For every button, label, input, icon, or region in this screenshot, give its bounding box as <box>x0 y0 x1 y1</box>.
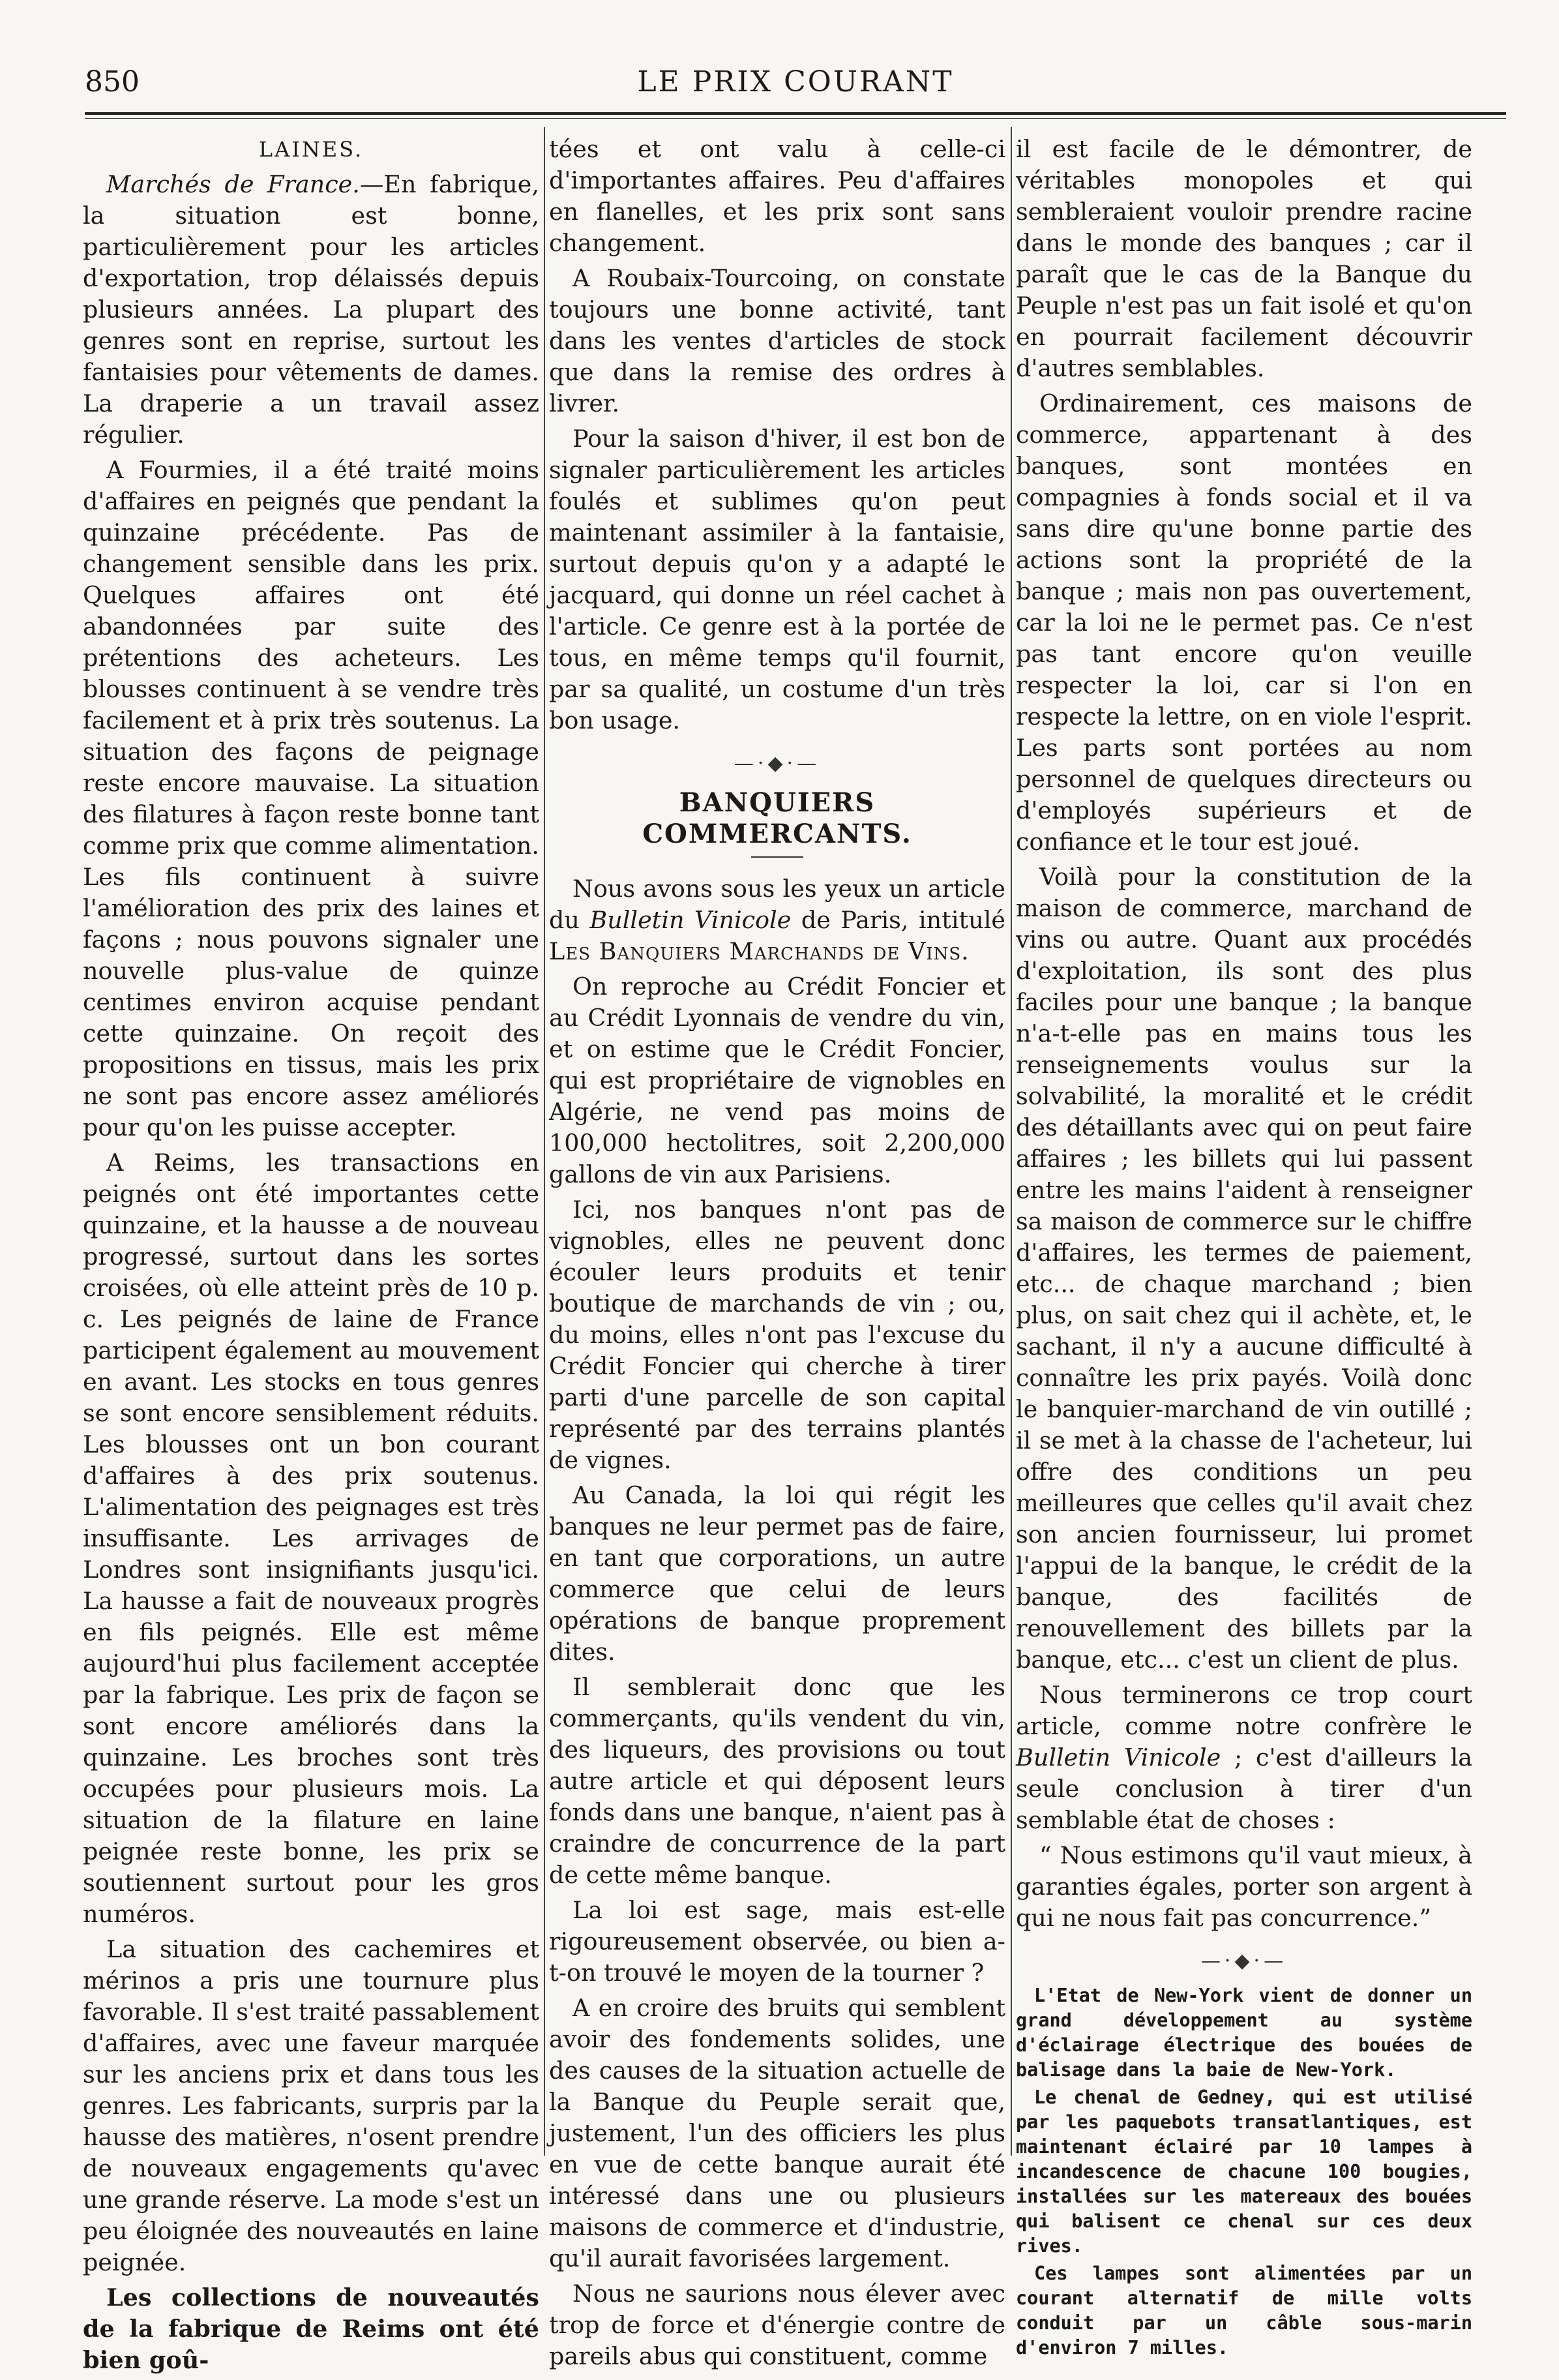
column-2 <box>549 134 1005 2376</box>
heading-rule <box>751 856 803 858</box>
paragraph-text: Nous terminerons ce trop court article, comme notre confrère le <box>1016 1681 1472 1740</box>
quote-paragraph: “ Nous estimons qu'il vaut mieux, à garanties égales, porter son argent à qui ne nous fait pas concurrence.” <box>1016 1841 1472 1932</box>
paragraph: A Reims, les transactions en peignés ont été importantes cette quinzaine, et la hausse a de nouveau progressé, surtout dans les sortes croisées, où elle atteint près de 10 p. c. Les peignés de laine de France participent également au mouvement en avant. Les stocks en tous genres se sont encore sensiblement réduits. Les blousses ont un bon courant d'affaires à des prix soutenus. L'alimentation des peignages est très insuffisante. Les arrivages de Londres sont insignifiants jusqu'ici. La hausse a fait de nouveaux progrès en fils peignés. Elle est même aujourd'hui plus facilement acceptée par la fabrique. Les prix de façon se sont encore améliorés dans la quinzaine. Les broches sont très occupées pour plusieurs mois. La situation de la filature en laine peignée reste bonne, les prix se soutiennent surtout pour les gros numéros. <box>83 1149 539 1928</box>
paragraph: tées et ont valu à celle-ci d'importantes affaires. Peu d'affaires en flanelles, et les prix sont sans changement. <box>549 135 1005 257</box>
column-divider <box>1011 127 1012 2156</box>
page-header <box>85 65 1506 111</box>
paragraph: L'Etat de New-York vient de donner un grand développement au système d'éclairage électrique des bouées de balisage dans la baie de New-York. <box>1016 1985 1472 2081</box>
section-heading-banquiers: BANQUIERS COMMERCANTS. <box>642 787 912 849</box>
paragraph: La loi est sage, mais est-elle rigoureusement observée, ou bien a-t-on trouvé le moyen de la tourner ? <box>549 1896 1005 1987</box>
journal-title: LE PRIX COURANT <box>637 65 954 98</box>
paragraph: A Fourmies, il a été traité moins d'affaires en peignés que pendant la quinzaine précédente. Pas de changement sensible dans les prix. Quelques affaires ont été abandonnées par suite des prétentions des acheteurs. Les blousses continuent à se vendre très facilement et à prix très soutenus. La situation des façons de peignage reste encore mauvaise. La situation des filatures à façon reste bonne tant comme prix que comme alimentation. Les fils continuent à suivre l'amélioration des prix des laines et façons ; nous pouvons signaler une nouvelle plus-value de quinze centimes environ acquise pendant cette quinzaine. On reçoit des propositions en tissus, mais les prix ne sont pas encore assez améliorés pour qu'on les puisse accepter. <box>83 456 539 1141</box>
paragraph-text: ; c'est d'ailleurs la seule conclusion à tirer d'un semblable état de choses : <box>1016 1743 1472 1834</box>
paragraph: Ces lampes sont alimentées par un courant alternatif de mille volts conduit par un câble sous-marin d'environ 7 milles. <box>1016 2263 1472 2358</box>
paragraph: Le chenal de Gedney, qui est utilisé par les paquebots transatlantiques, est maintenant éclairé par 10 lampes à incandescence de chacune 100 bougies, installées sur les matereaux des bouées qui balisent ce chenal sur ces deux rives. <box>1016 2086 1472 2257</box>
column-3 <box>1016 134 1472 2363</box>
subheading-marches: Marchés de France. <box>106 170 360 198</box>
paragraph: Nous ne saurions nous élever avec trop de force et d'énergie contre de pareils abus qui constituent, comme <box>549 2280 1005 2370</box>
paragraph: Les collections de nouveautés de la fabrique de Reims ont été bien goû- <box>83 2283 539 2374</box>
paragraph <box>1016 1680 1472 1836</box>
paragraph <box>83 169 539 451</box>
paragraph: Ici, nos banques n'ont pas de vignobles, elles ne peuvent donc écouler leurs produits et tenir boutique de marchands de vin ; ou, du moins, elles n'ont pas l'excuse du Crédit Foncier qui cherche à tirer parti d'une parcelle de son capital représenté par des terrains plantés de vignes. <box>549 1196 1005 1474</box>
column-divider <box>544 127 545 2156</box>
ornament-divider: —·◆·— <box>1200 1950 1288 1972</box>
paragraph: Au Canada, la loi qui régit les banques ne leur permet pas de faire, en tant que corporations, un autre commerce que celui de leurs opérations de banque proprement dites. <box>549 1481 1005 1666</box>
header-rule-thin <box>85 118 1506 119</box>
section-heading-laines: LAINES. <box>258 137 364 162</box>
paragraph-text: Nous avons sous les yeux un article du <box>549 875 1005 934</box>
paragraph: La situation des cachemires et mérinos a pris une tournure plus favorable. Il s'est traité passablement d'affaires, avec une faveur marquée sur les anciens prix et dans tous les genres. Les fabricants, surpris par la hausse des matières, n'osent prendre de nouveaux engagements qu'avec une grande réserve. La mode s'est un peu éloignée des nouveautés en laine peignée. <box>83 1935 539 2276</box>
paragraph-text: de Paris, intitulé <box>791 906 1005 934</box>
publication-name: Bulletin Vinicole <box>1016 1743 1221 1771</box>
publication-name: Bulletin Vinicole <box>589 906 792 934</box>
paragraph: Il semblerait donc que les commerçants, qu'ils vendent du vin, des liqueurs, des provisions ou tout autre article et qui déposent leurs fonds dans une banque, n'aient pas à craindre de concurrence de la part de cette même banque. <box>549 1673 1005 1889</box>
paragraph: Ordinairement, ces maisons de commerce, appartenant à des banques, sont montées en compagnies à fonds social et il va sans dire qu'une bonne partie des actions sont la propriété de la banque ; mais non pas ouvertement, car la loi ne le permet pas. Ce n'est pas tant encore qu'on veuille respecter la loi, car si l'on en respecte la lettre, on en viole l'esprit. Les parts sont portées au nom personnel de quelques directeurs ou d'employés supérieurs et de confiance et le tour est joué. <box>1016 389 1472 856</box>
paragraph: Voilà pour la constitution de la maison de commerce, marchand de vins ou autre. Quant aux procédés d'exploitation, ils sont des plus faciles pour une banque ; la banque n'a-t-elle pas en mains tous les renseignements voulus sur la solvabilité, la moralité et le crédit des détaillants avec qui on peut faire affaires ; les billets qui lui passent entre les mains l'aident à renseigner sa maison de commerce sur le chiffre d'affaires, les termes de paiement, etc... de chaque marchand ; bien plus, on sait chez qui il achète, et, le sachant, il n'y a aucune difficulté à connaître les prix payés. Voilà donc le banquier-marchand de vin outillé ; il se met à la chasse de l'acheteur, lui offre des conditions un peu meilleures que celles qu'il avait chez son ancien fournisseur, lui promet l'appui de la banque, le crédit de la banque, des facilités de renouvellement des billets par la banque, etc... c'est un client de plus. <box>1016 863 1472 1674</box>
paragraph <box>549 873 1005 967</box>
page-number: 850 <box>85 65 140 98</box>
ornament-divider: —·◆·— <box>734 752 821 775</box>
paragraph-text: —En fabrique, la situation est bonne, particulièrement pour les articles d'exportation, trop délaissés depuis plusieurs années. La plupart des genres sont en reprise, surtout les fantaisies pour vêtements de dames. La draperie a un travail assez régulier. <box>83 170 539 449</box>
column-1 <box>83 134 539 2380</box>
paragraph: A Roubaix-Tourcoing, on constate toujours une bonne activité, tant dans les ventes d'articles de stock que dans la remise des ordres à livrer. <box>549 264 1005 417</box>
news-brief <box>1016 1983 1472 2360</box>
header-rule <box>85 112 1506 115</box>
paragraph: A en croire des bruits qui semblent avoir des fondements solides, une des causes de la situation actuelle de la Banque du Peuple serait que, justement, l'un des officiers les plus en vue de cette banque aurait été intéressé dans une ou plusieurs maisons de commerce et d'industrie, qu'il aurait favorisées largement. <box>549 1994 1005 2272</box>
paragraph: il est facile de le démontrer, de véritables monopoles et qui sembleraient vouloir prendre racine dans le monde des banques ; car il paraît que le cas de la Banque du Peuple n'est pas un fait isolé et qu'on en pourrait facilement découvrir d'autres semblables. <box>1016 135 1472 382</box>
article-title: Les Banquiers Marchands de Vins. <box>549 937 970 965</box>
paragraph: On reproche au Crédit Foncier et au Crédit Lyonnais de vendre du vin, et on estime que le Crédit Foncier, qui est propriétaire de vignobles en Algérie, ne vend pas moins de 100,000 hectolitres, soit 2,200,000 gallons de vin aux Parisiens. <box>549 972 1005 1188</box>
paragraph: Pour la saison d'hiver, il est bon de signaler particulièrement les articles foulés et sublimes qu'on peut maintenant assimiler à la fantaisie, surtout depuis qu'on y a adapté le jacquard, qui donne un réel cachet à l'article. Ce genre est à la portée de tous, en même temps qu'il fournit, par sa qualité, un costume d'un très bon usage. <box>549 425 1005 734</box>
